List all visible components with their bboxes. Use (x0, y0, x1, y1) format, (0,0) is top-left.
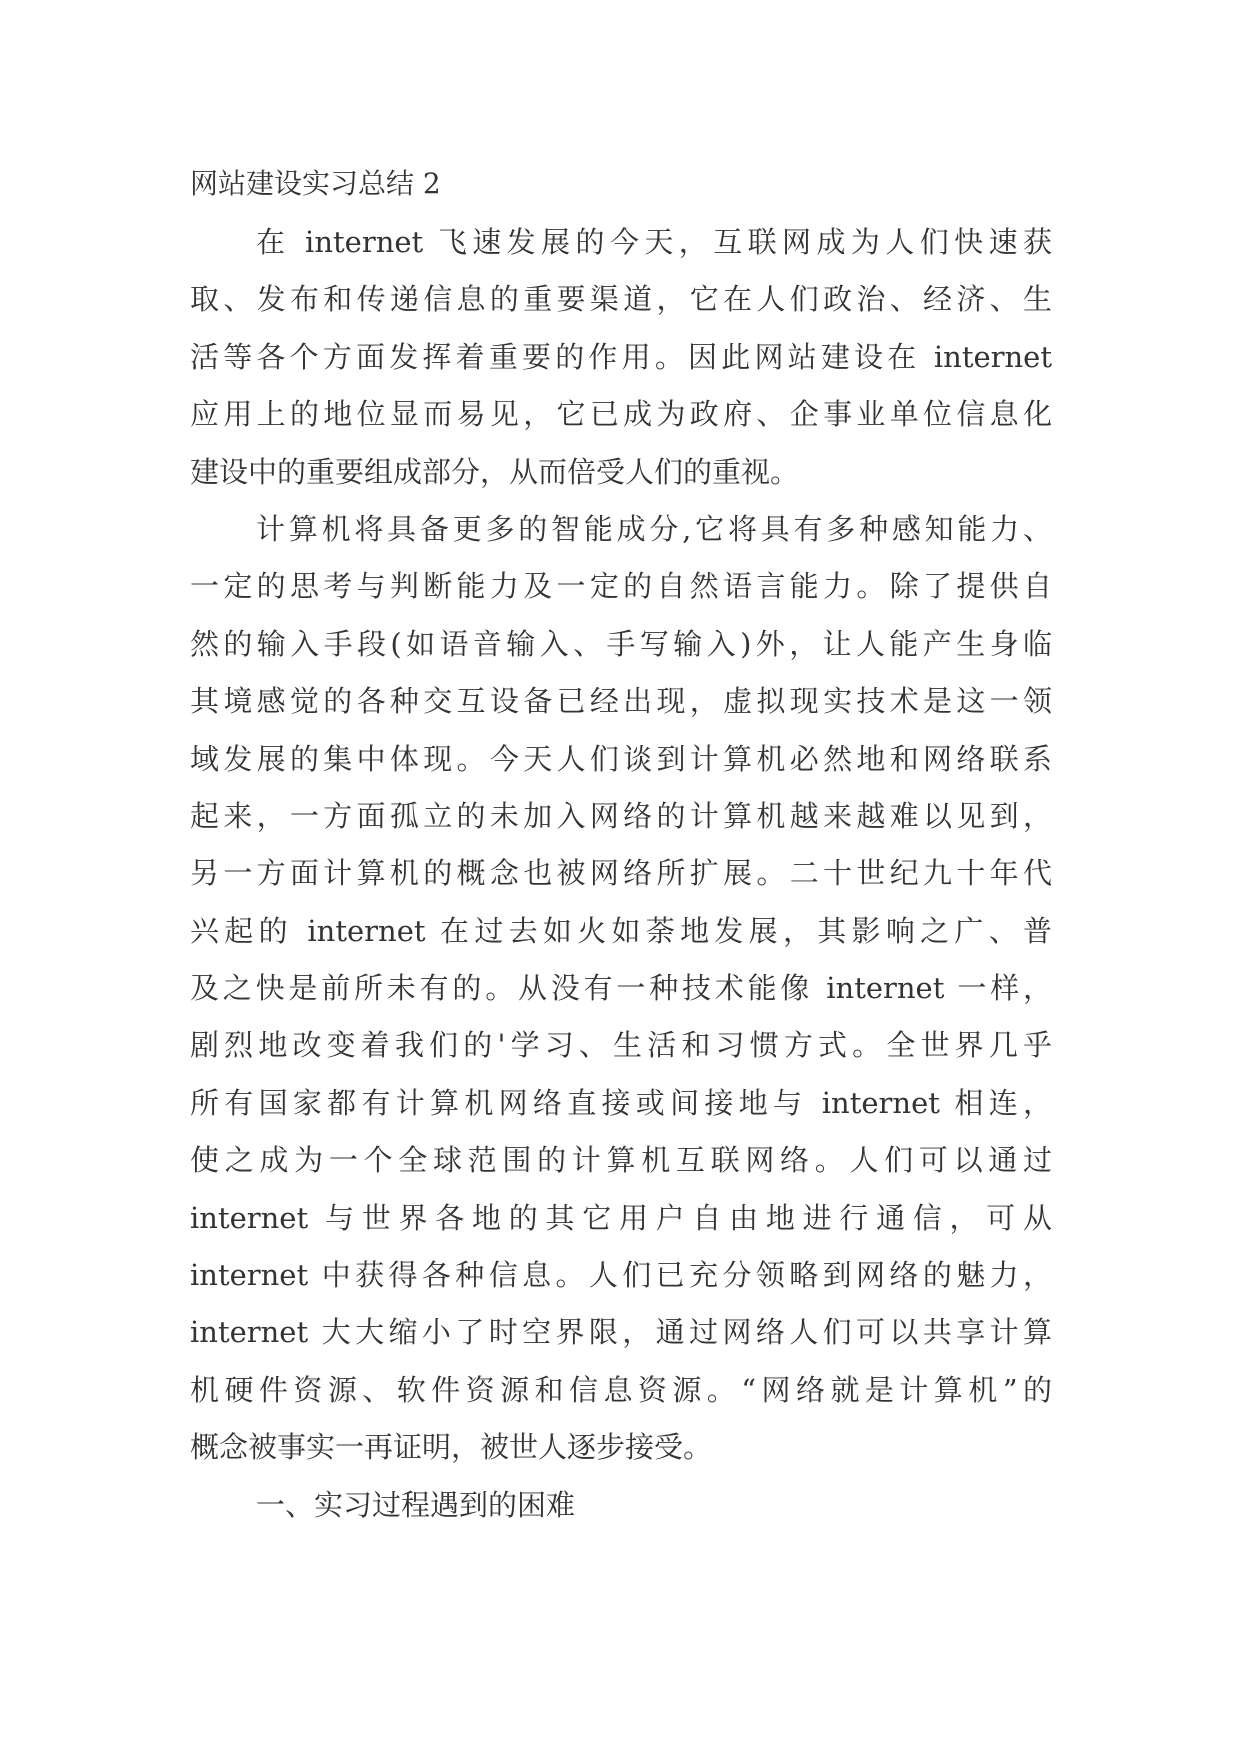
text-line: 一定的思考与判断能力及一定的自然语言能力。除了提供自 (190, 569, 1052, 604)
text-line: 机硬件资源、软件资源和信息资源。“网络就是计算机”的 (190, 1372, 1052, 1407)
text-line: internet 中获得各种信息。人们已充分领略到网络的魅力， (190, 1258, 1052, 1293)
text-line: 剧烈地改变着我们的'学习、生活和习惯方式。全世界几乎 (190, 1028, 1052, 1063)
text-line: 兴起的 internet 在过去如火如荼地发展，其影响之广、普 (190, 913, 1052, 948)
text-line: 概念被事实一再证明，被世人逐步接受。 (190, 1430, 713, 1465)
section-heading-text: 一、实习过程遇到的困难 (256, 1487, 576, 1522)
text-line: 其境感觉的各种交互设备已经出现，虚拟现实技术是这一领 (190, 684, 1052, 719)
text-line: 另一方面计算机的概念也被网络所扩展。二十世纪九十年代 (190, 856, 1052, 891)
text-line: 应用上的地位显而易见，它已成为政府、企事业单位信息化 (190, 397, 1052, 432)
text-line: internet 与世界各地的其它用户自由地进行通信，可从 (190, 1200, 1052, 1235)
text-line: 所有国家都有计算机网络直接或间接地与 internet 相连， (190, 1085, 1052, 1120)
paragraph-computer (190, 501, 1052, 1477)
text-line: 使之成为一个全球范围的计算机互联网络。人们可以通过 (190, 1143, 1052, 1178)
text-line: 活等各个方面发挥着重要的作用。因此网站建设在 internet (190, 339, 1052, 374)
document-title: 网站建设实习总结 2 (190, 167, 441, 200)
text-line: 建设中的重要组成部分，从而倍受人们的重视。 (190, 454, 800, 489)
text-line: 取、发布和传递信息的重要渠道，它在人们政治、经济、生 (190, 282, 1052, 317)
text-line: 起来，一方面孤立的未加入网络的计算机越来越难以见到， (190, 798, 1052, 833)
text-line: 计算机将具备更多的智能成分,它将具有多种感知能力、 (256, 511, 1052, 546)
section-heading (190, 1477, 1052, 1534)
document-body (190, 214, 1052, 1534)
text-line: 及之快是前所未有的。从没有一种技术能像 internet 一样， (190, 971, 1052, 1006)
text-line: internet 大大缩小了时空界限，通过网络人们可以共享计算 (190, 1315, 1052, 1350)
text-line: 在 internet 飞速发展的今天，互联网成为人们快速获 (256, 225, 1052, 259)
paragraph-intro (190, 214, 1052, 501)
text-line: 然的输入手段(如语音输入、手写输入)外，让人能产生身临 (190, 626, 1052, 661)
text-line: 域发展的集中体现。今天人们谈到计算机必然地和网络联系 (190, 741, 1052, 776)
